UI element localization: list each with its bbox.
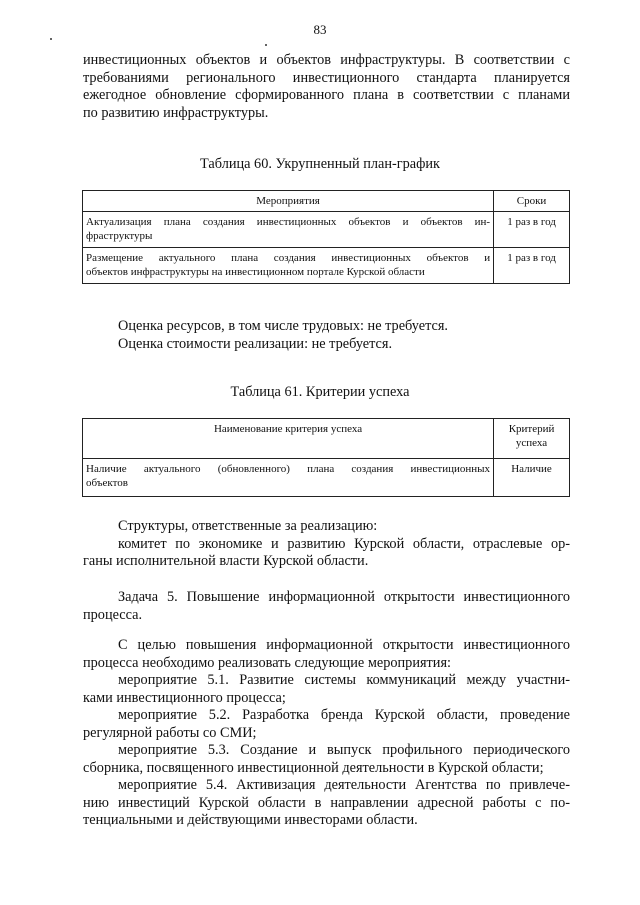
structures-title: Структуры, ответственные за реализацию: [118, 518, 378, 534]
table-cell: 1 раз в год [494, 212, 570, 248]
table-header-cell: Наименование критерия успеха [83, 419, 494, 459]
intro-line: ежегодное обновление сформированного плана в соответствии с планами [83, 87, 570, 103]
table-header-row [83, 191, 570, 212]
intro-paragraph [83, 52, 570, 122]
header-line: успеха [515, 437, 548, 449]
table-cell [83, 248, 494, 284]
table-cell [83, 459, 494, 497]
scan-speck [265, 44, 267, 46]
measure-line: тенциальными и действующими инвесторами области. [83, 812, 418, 828]
task5-line: Задача 5. Повышение информационной открытости инвестиционного [118, 589, 570, 605]
measure-line: мероприятие 5.4. Активизация деятельности Агентства по привлече- [118, 777, 570, 793]
intro-line: требованиями регионального инвестиционного стандарта планируется [83, 69, 570, 86]
header-line: Критерий [508, 423, 555, 435]
table-row [83, 212, 570, 248]
measures-paragraph [83, 637, 570, 830]
assessment-resources: Оценка ресурсов, в том числе трудовых: не требуется. [118, 318, 448, 334]
table-header-cell: Мероприятия [83, 191, 494, 212]
assessment [83, 318, 570, 353]
table60 [82, 190, 570, 284]
cell-line: Размещение актуального плана создания инвестиционных объектов и [86, 252, 491, 264]
task5-paragraph [83, 589, 570, 624]
measure-line: мероприятие 5.2. Разработка бренда Курской области, проведение [118, 707, 570, 723]
measure-line: нию инвестиций Курской области в направлении адресной работы с по- [83, 794, 570, 811]
structures-line: ганы исполнительной власти Курской области. [83, 553, 369, 569]
cell-line: Актуализация плана создания инвестиционных объектов и объектов ин- [86, 216, 491, 228]
scan-speck [50, 38, 52, 40]
table-cell: Наличие [494, 459, 570, 497]
table-row [83, 248, 570, 284]
task5-line: процесса. [83, 606, 143, 623]
measure-line: сборника, посвященного инвестиционной деятельности в Курской области; [83, 759, 544, 776]
measure-line: мероприятие 5.1. Развитие системы коммуникаций между участни- [118, 672, 570, 688]
cell-line: фраструктуры [86, 230, 153, 242]
cell-line: объектов [86, 477, 128, 489]
page-number: 83 [313, 22, 327, 37]
measures-intro-line: С целью повышения информационной открытости инвестиционного [118, 637, 570, 653]
measure-line: ками инвестиционного процесса; [83, 689, 286, 706]
table60-caption: Таблица 60. Укрупненный план-график [200, 156, 440, 172]
structures-line: комитет по экономике и развитию Курской области, отраслевые ор- [118, 535, 570, 552]
intro-line: инвестиционных объектов и объектов инфраструктуры. В соответствии с [83, 52, 570, 68]
table-cell [83, 212, 494, 248]
table-cell: 1 раз в год [494, 248, 570, 284]
table-header-cell: Сроки [494, 191, 570, 212]
table61-caption: Таблица 61. Критерии успеха [230, 384, 410, 400]
measure-line: регулярной работы со СМИ; [83, 724, 257, 741]
assessment-cost: Оценка стоимости реализации: не требуется. [118, 335, 393, 352]
table-row [83, 459, 570, 497]
measure-line: мероприятие 5.3. Создание и выпуск профильного периодического [118, 742, 570, 758]
table61 [82, 418, 570, 497]
structures-paragraph [83, 518, 570, 571]
cell-line: объектов инфраструктуры на инвестиционном портале Курской области [86, 266, 425, 278]
table-header-cell [494, 419, 570, 459]
cell-line: Наличие актуального (обновленного) плана создания инвестиционных [86, 463, 491, 475]
measures-intro-line: процесса необходимо реализовать следующие мероприятия: [83, 654, 451, 671]
table-header-row [83, 419, 570, 459]
intro-line: по развитию инфраструктуры. [83, 104, 269, 121]
